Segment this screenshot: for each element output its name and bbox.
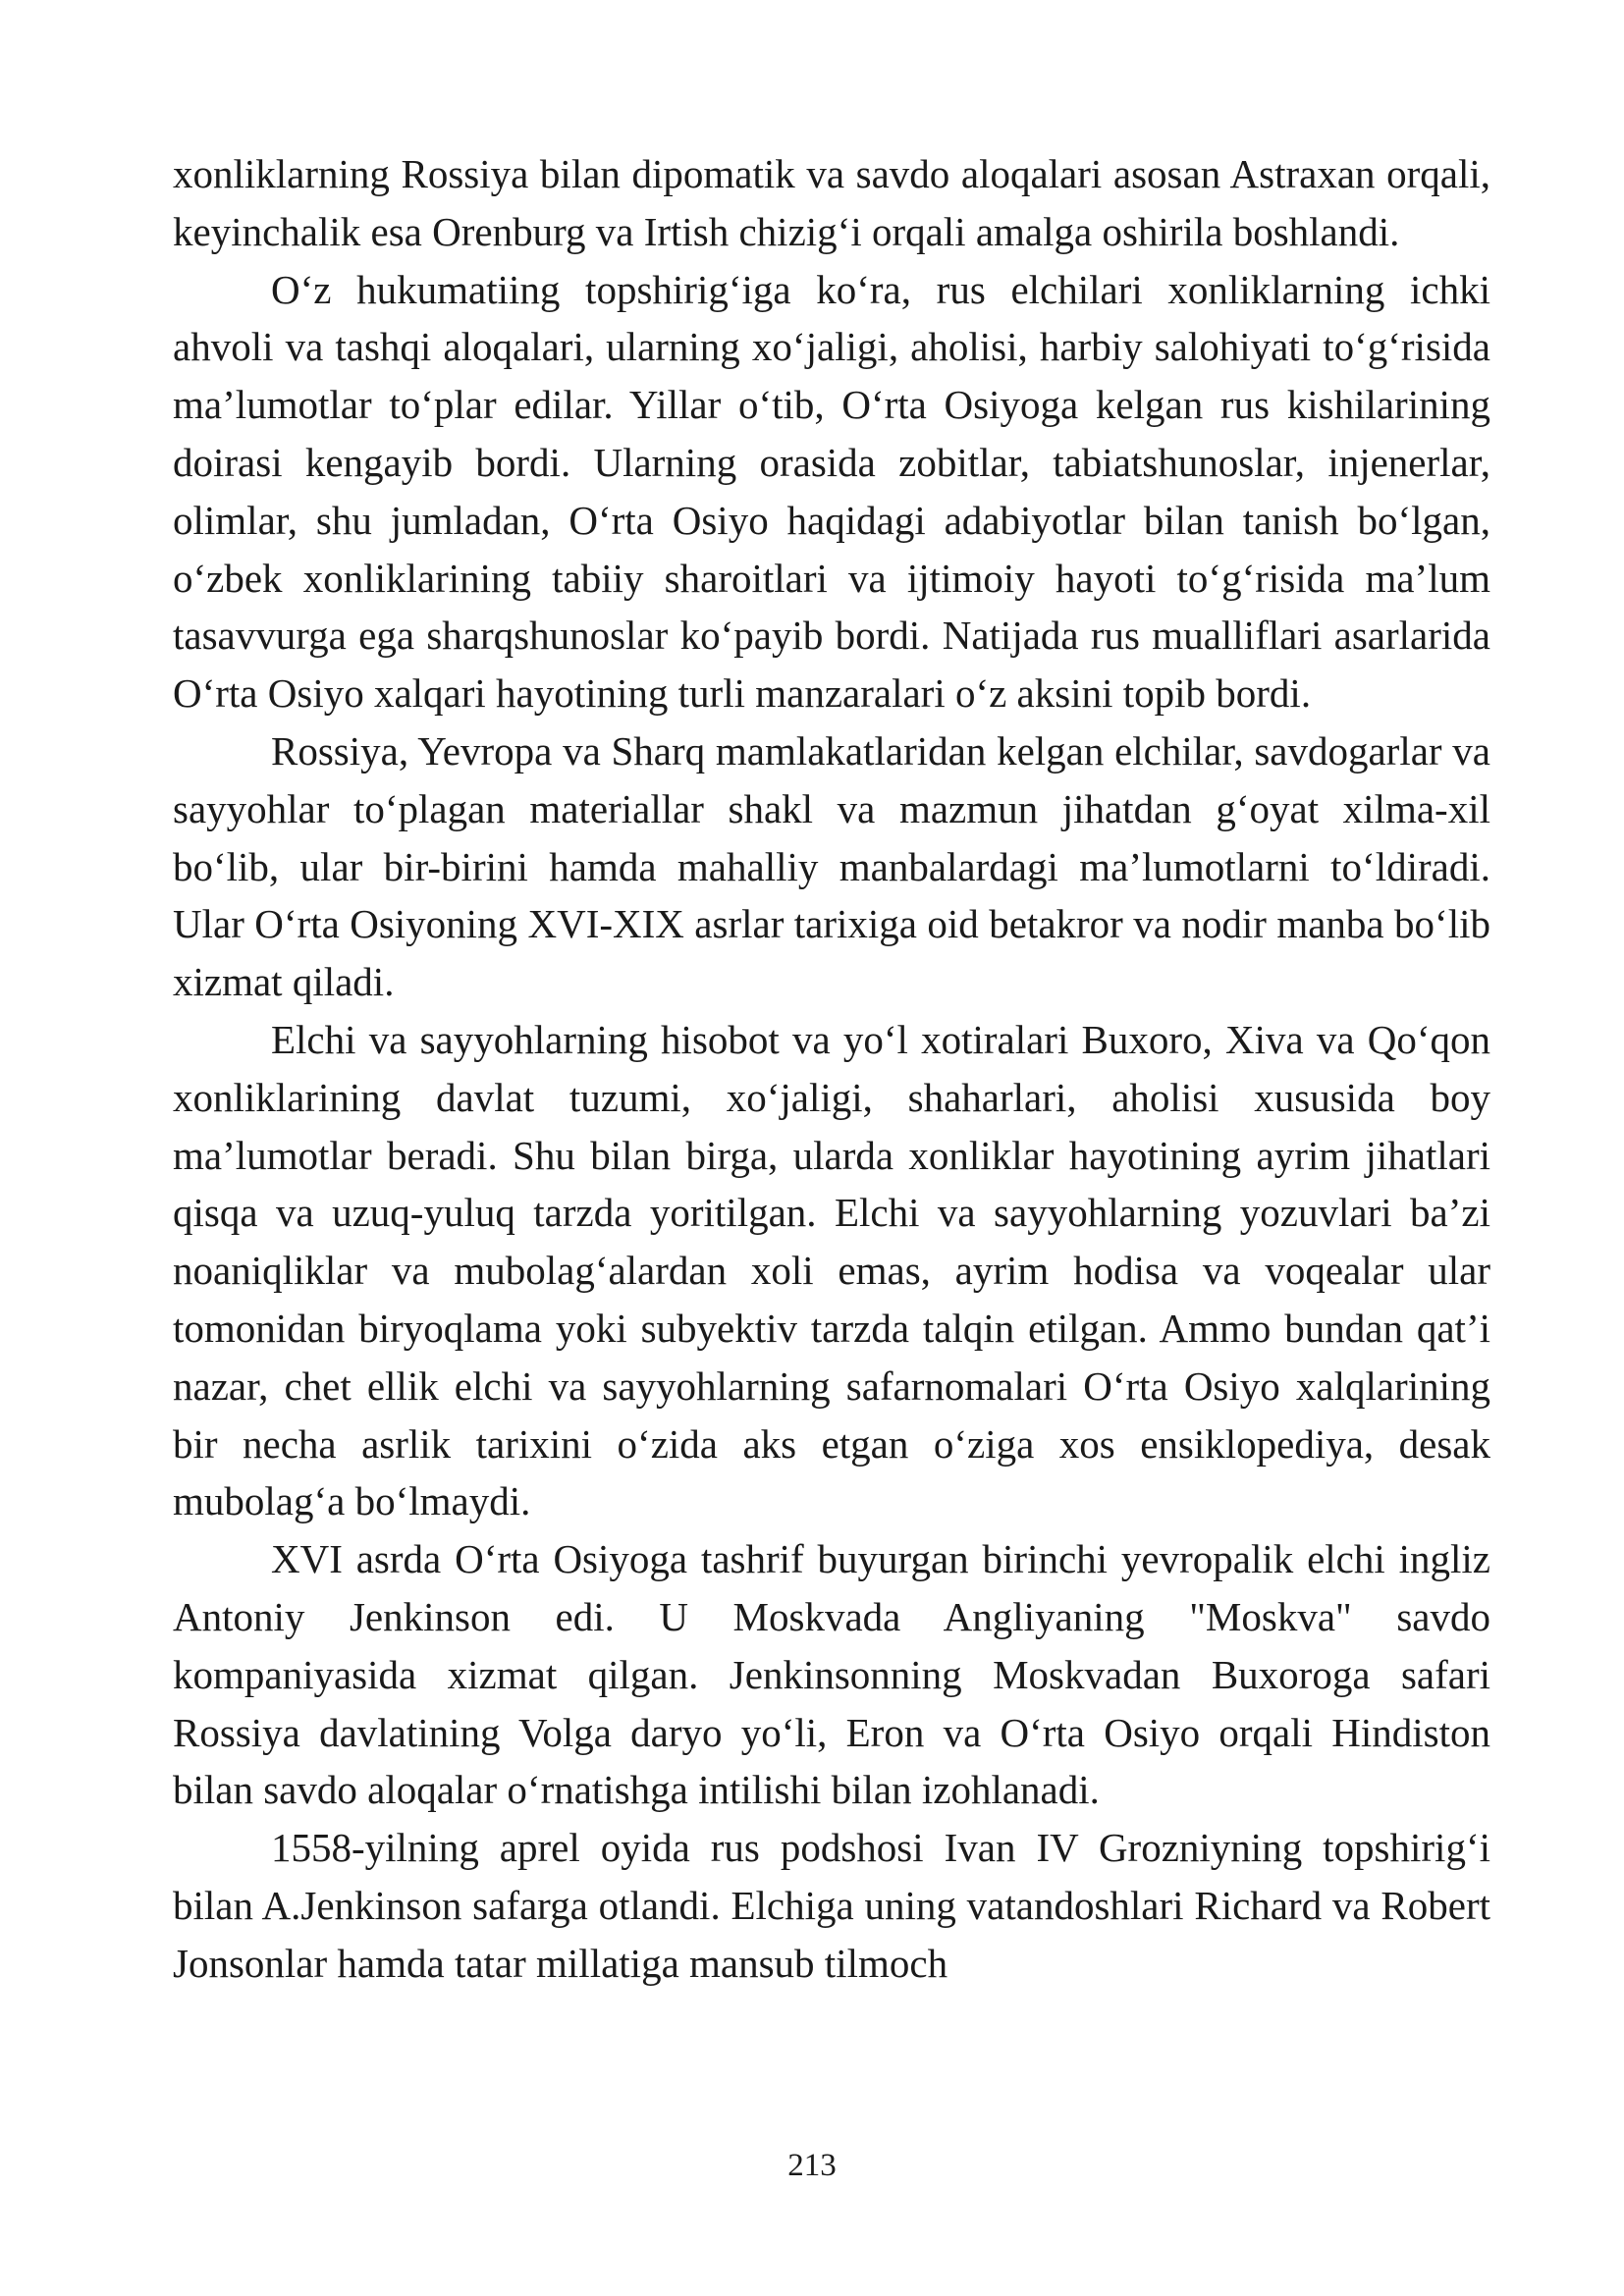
page-number: 213 [787, 2148, 837, 2183]
paragraph-1: xonliklarning Rossiya bilan dipomatik va savdo aloqalari asosan Astraxan orqali, keyinchalik esa Orenburg va Irtish chizig‘i orqali amalga oshirila boshlandi. [173, 151, 1490, 254]
paragraph-2: O‘z hukumatiing topshirig‘iga ko‘ra, rus elchilari xonliklarning ichki ahvoli va tashqi aloqalari, ularning xo‘jaligi, aholisi, harbiy salohiyati to‘g‘risida ma’lumotlar to‘plar edilar. Yillar o‘tib, O‘rta Osiyoga kelgan rus kishilarining doirasi kengayib bordi. Ularning orasida zobitlar, tabiatshunoslar, injenerlar, olimlar, shu jumladan, O‘rta Osiyo haqidagi adabiyotlar bilan tanish bo‘lgan, o‘zbek xonliklarining tabiiy sharoitlari va ijtimoiy hayoti to‘g‘risida ma’lum tasavvurga ega sharqshunoslar ko‘payib bordi. Natijada rus mualliflari asarlarida O‘rta Osiyo xalqari hayotining turli manzaralari o‘z aksini topib bordi. [173, 266, 1490, 717]
paragraph-4: Elchi va sayyohlarning hisobot va yo‘l xotiralari Buxoro, Xiva va Qo‘qon xonliklarining davlat tuzumi, xo‘jaligi, shaharlari, aholisi xususida boy ma’lumotlar beradi. Shu bilan birga, ularda xonliklar hayotining ayrim jihatlari qisqa va uzuq-yuluq tarzda yoritilgan. Elchi va sayyohlarning yozuvlari ba’zi noaniqliklar va mubolag‘alardan xoli emas, ayrim hodisa va voqealar ular tomonidan biryoqlama yoki subyektiv tarzda talqin etilgan. Ammo bundan qat’i nazar, chet ellik elchi va sayyohlarning safarnomalari O‘rta Osiyo xalqlarining bir necha asrlik tarixini o‘zida aks etgan o‘ziga xos ensiklopediya, desak mubolag‘a bo‘lmaydi. [173, 1016, 1490, 1524]
paragraph-6: 1558-yilning aprel oyida rus podshosi Ivan IV Grozniyning topshirig‘i bilan A.Jenkinson safarga otlandi. Elchiga uning vatandoshlari Richard va Robert Jonsonlar hamda tatar millatiga mansub tilmoch [173, 1825, 1490, 1986]
paragraph-5: XVI asrda O‘rta Osiyoga tashrif buyurgan birinchi yevropalik elchi ingliz Antoniy Jenkinson edi. U Moskvada Angliyaning "Moskva" savdo kompaniyasida xizmat qilgan. Jenkinsonning Moskvadan Buxoroga safari Rossiya davlatining Volga daryo yo‘li, Eron va O‘rta Osiyo orqali Hindiston bilan savdo aloqalar o‘rnatishga intilishi bilan izohlanadi. [173, 1536, 1490, 1813]
paragraph-3: Rossiya, Yevropa va Sharq mamlakatlaridan kelgan elchilar, savdogarlar va sayyohlar to‘plagan materiallar shakl va mazmun jihatdan g‘oyat xilma-xil bo‘lib, ular bir-birini hamda mahalliy manbalardagi ma’lumotlarni to‘ldiradi. Ular O‘rta Osiyoning XVI-XIX asrlar tarixiga oid betakror va nodir manba bo‘lib xizmat qiladi. [173, 727, 1490, 1005]
page-body [173, 145, 1490, 1993]
